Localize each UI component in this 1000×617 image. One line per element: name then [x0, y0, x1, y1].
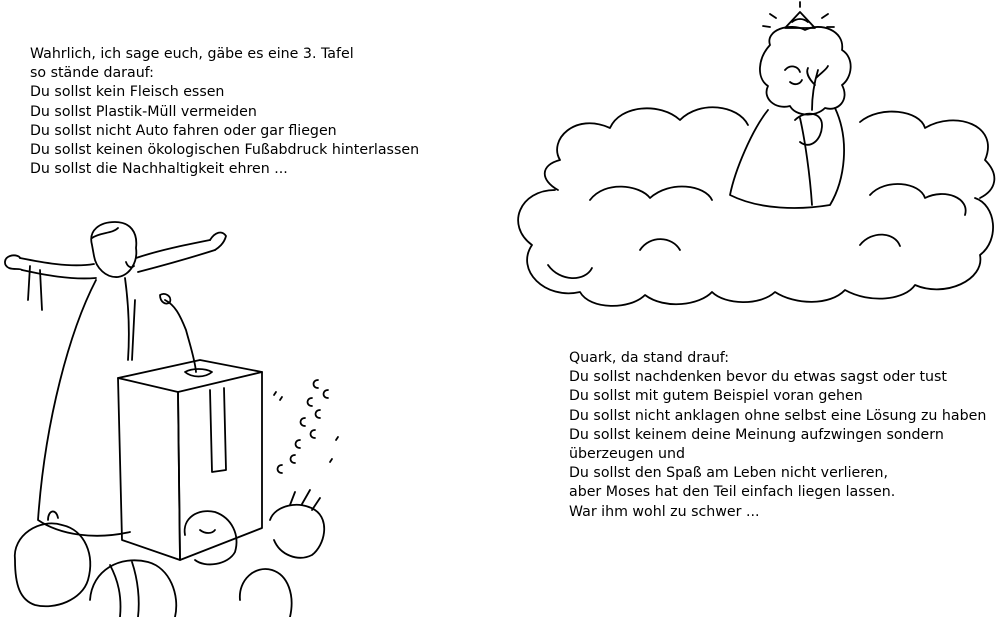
podium-drawing — [118, 294, 262, 560]
cloud-drawing — [518, 107, 994, 306]
text-line: Du sollst nicht anklagen ohne selbst eine Lösung zu haben — [569, 407, 987, 424]
floating-speech-marks — [274, 380, 338, 473]
text-line: überzeugen und — [569, 446, 685, 463]
text-line: Du sollst kein Fleisch essen — [30, 84, 225, 101]
text-line: Du sollst die Nachhaltigkeit ehren ... — [30, 161, 288, 178]
text-line: Du sollst nachdenken bevor du etwas sagst oder tust — [569, 369, 947, 386]
speaker-figure — [5, 222, 226, 536]
bearded-figure — [730, 2, 851, 208]
text-line: Quark, da stand drauf: — [569, 350, 730, 366]
text-line: Du sollst den Spaß am Leben nicht verlieren, — [569, 465, 888, 482]
text-line: Du sollst keinem deine Meinung aufzwingen sondern — [569, 426, 944, 443]
text-line: Du sollst mit gutem Beispiel voran gehen — [569, 388, 863, 405]
text-line: so stände darauf: — [30, 65, 154, 82]
text-line: aber Moses hat den Teil einfach liegen lassen. — [569, 484, 896, 501]
text-line: Du sollst Plastik-Müll vermeiden — [30, 103, 257, 120]
text-line: Wahrlich, ich sage euch, gäbe es eine 3. Tafel — [30, 46, 354, 62]
audience-heads — [15, 490, 324, 617]
text-line: War ihm wohl zu schwer ... — [569, 503, 760, 520]
text-line: Du sollst nicht Auto fahren oder gar fliegen — [30, 122, 337, 139]
text-line: Du sollst keinen ökologischen Fußabdruck hinterlassen — [30, 142, 420, 159]
